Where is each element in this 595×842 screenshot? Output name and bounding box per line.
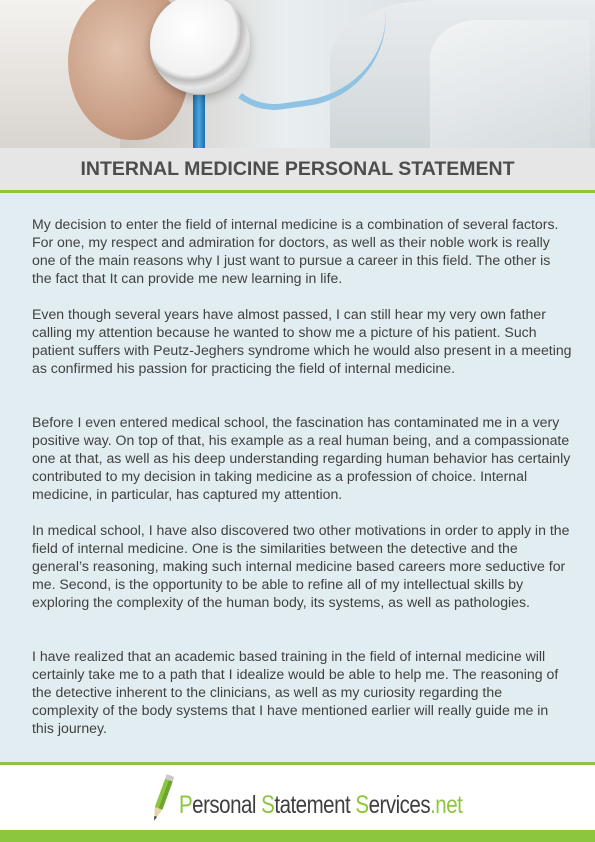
coat-collar [430,20,590,148]
brand-name: Personal Statement Services.net [178,791,462,819]
paragraph-2: Even though several years have almost passed, I can still hear my very own father calling my attention because he wanted to show me a picture of his patient. Such patient suffers with Peutz-Jeghers syndrome which he would also present in a meeting as confirmed his passion for practicing the field of internal medicine. [32,306,572,376]
brand-logo[interactable] [147,772,462,826]
paragraph-5: I have realized that an academic based training in the field of internal medicine will certainly take me to a path that I idealize would be able to help me. The reasoning of the detective inherent to the clinicians, as well as my curiosity regarding the complexity of the body systems that I have mentioned earlier will really guide me in this journey. [32,648,559,736]
paragraph-1: My decision to enter the field of internal medicine is a combination of several factors. For one, my respect and admiration for doctors, as well as their noble work is really one of the main reasons why I just want to pursue a career in this field. The other is the fact that It can provide me new learning in life. [32,216,559,286]
bottom-accent-bar [0,830,595,842]
paragraph-4: In medical school, I have also discovered two other motivations in order to apply in the field of internal medicine. One is the similarities between the detective and the general’s reasoning, making such internal medicine based careers more seductive for me. Second, is the opportunity to be able to refine all of my intellectual skills by exploring the complexity of the human body, its systems, as well as pathologies. [32,522,570,610]
pencil-icon [147,772,177,826]
paragraph-3: Before I even entered medical school, the fascination has contaminated me in a very positive way. On top of that, his example as a real human being, and a compassionate one at that, as well as his deep understanding regarding human behavior has certainly contributed to my decision in taking medicine as a profession of choice. Internal medicine, in particular, has captured my attention. [32,414,571,502]
statement-body [0,193,595,762]
stethoscope-stem [193,95,205,148]
header-photo [0,0,595,148]
footer [0,762,595,833]
page-title: INTERNAL MEDICINE PERSONAL STATEMENT [80,157,515,180]
title-bar [0,148,595,193]
